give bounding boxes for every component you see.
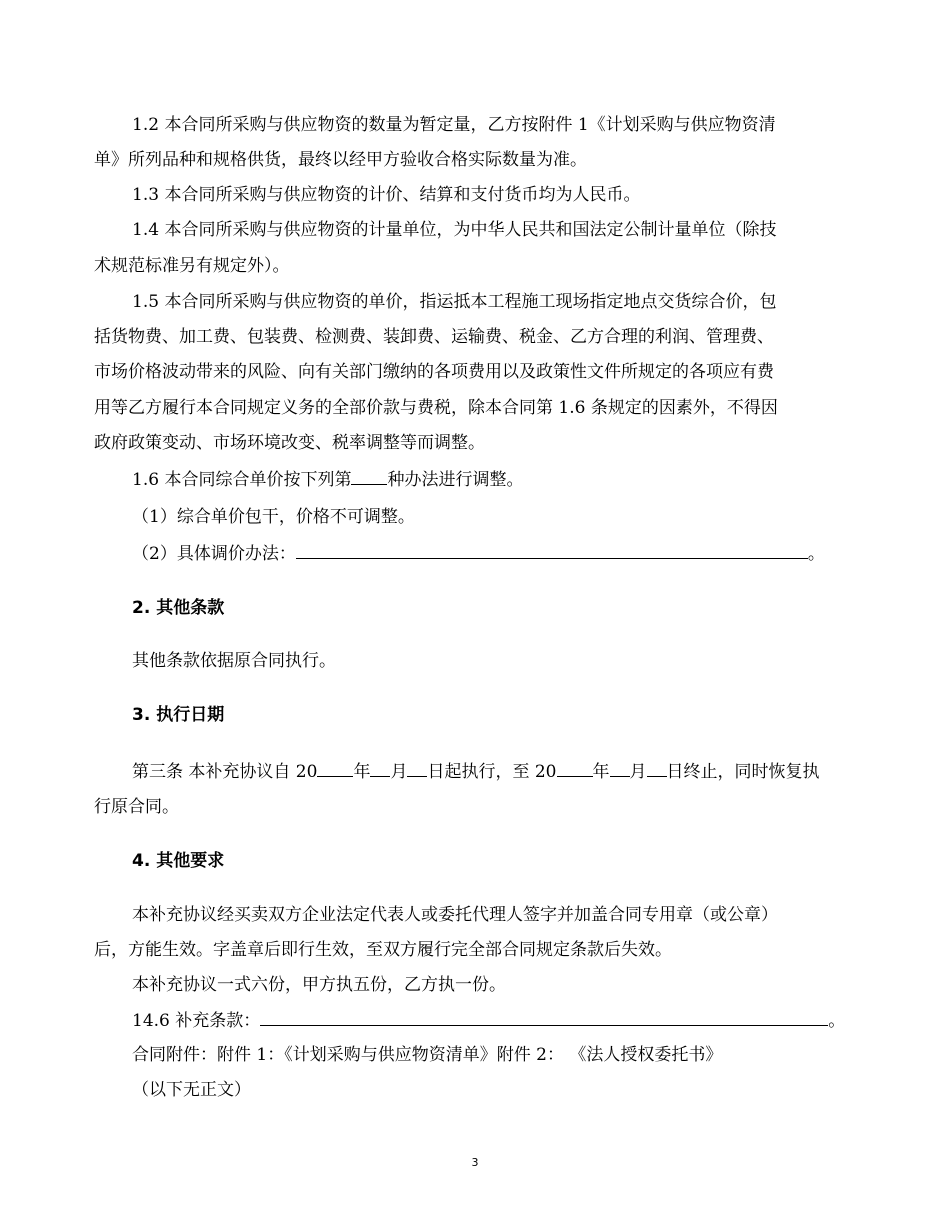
copies-clause: 本补充协议一式六份，甲方执五份，乙方执一份。: [132, 975, 506, 995]
method-number-blank[interactable]: [351, 467, 387, 485]
clause-1-5-line4: 用等乙方履行本合同规定义务的全部价款与费税，除本合同第 1.6 条规定的因素外，不得因: [94, 398, 778, 418]
effective-date-line1: [132, 759, 820, 784]
validity-line2: 后，方能生效。字盖章后即行生效，至双方履行完全部合同规定条款后失效。: [94, 940, 672, 960]
page-number: 3: [471, 1156, 479, 1169]
option-2: [132, 541, 825, 566]
end-month-blank[interactable]: [610, 759, 630, 777]
section-3-heading: 3. 执行日期: [132, 705, 225, 725]
supplementary-clause: [132, 1008, 845, 1033]
start-month-blank[interactable]: [370, 759, 390, 777]
validity-line1: 本补充协议经买卖双方企业法定代表人或委托代理人签字并加盖合同专用章（或公章）: [132, 905, 778, 925]
option-2-label: （2）具体调价办法：: [132, 544, 296, 564]
supplementary-clause-blank[interactable]: [260, 1008, 828, 1026]
supplementary-end: 。: [828, 1011, 846, 1031]
attachments-line: 合同附件：附件 1：《计划采购与供应物资清单》附件 2： 《法人授权委托书》: [132, 1045, 723, 1065]
start-day-blank[interactable]: [407, 759, 427, 777]
date-text-2: 年: [353, 762, 371, 782]
no-further-text: （以下无正文）: [132, 1080, 251, 1100]
supplementary-label: 14.6 补充条款：: [132, 1011, 261, 1031]
clause-1-3: 1.3 本合同所采购与供应物资的计价、结算和支付货币均为人民币。: [132, 185, 641, 205]
section-2-heading: 2. 其他条款: [132, 598, 225, 618]
clause-1-2-line2: 单》所列品种和规格供货，最终以经甲方验收合格实际数量为准。: [94, 150, 587, 170]
date-text-1: 第三条 本补充协议自 20: [132, 762, 318, 782]
start-year-blank[interactable]: [317, 759, 353, 777]
date-text-6: 月: [629, 762, 647, 782]
end-day-blank[interactable]: [647, 759, 667, 777]
clause-1-5-line5: 政府政策变动、市场环境改变、税率调整等而调整。: [94, 433, 485, 453]
date-text-4: 日起执行，至 20: [427, 762, 557, 782]
clause-1-6-prefix: 1.6 本合同综合单价按下列第: [132, 470, 352, 490]
clause-1-4-line1: 1.4 本合同所采购与供应物资的计量单位，为中华人民共和国法定公制计量单位（除技: [132, 220, 777, 240]
clause-1-6-suffix: 种办法进行调整。: [387, 470, 524, 490]
clause-1-4-line2: 术规范标准另有规定外）。: [94, 256, 290, 276]
date-text-7: 日终止，同时恢复执: [666, 762, 820, 782]
option-1: （1）综合单价包干，价格不可调整。: [132, 507, 415, 527]
clause-1-5-line2: 括货物费、加工费、包装费、检测费、装卸费、运输费、税金、乙方合理的利润、管理费、: [94, 327, 774, 347]
date-text-5: 年: [592, 762, 610, 782]
section-4-heading: 4. 其他要求: [132, 851, 225, 871]
clause-1-6: [132, 467, 523, 492]
date-text-3: 月: [390, 762, 408, 782]
section-2-body: 其他条款依据原合同执行。: [132, 651, 336, 671]
clause-1-2-line1: 1.2 本合同所采购与供应物资的数量为暂定量，乙方按附件 1《计划采购与供应物资清: [132, 115, 776, 135]
price-adjustment-blank[interactable]: [296, 541, 808, 559]
option-2-end: 。: [807, 544, 825, 564]
clause-1-5-line1: 1.5 本合同所采购与供应物资的单价，指运抵本工程施工现场指定地点交货综合价，包: [132, 292, 777, 312]
clause-1-5-line3: 市场价格波动带来的风险、向有关部门缴纳的各项费用以及政策性文件所规定的各项应有费: [94, 362, 774, 382]
end-year-blank[interactable]: [557, 759, 593, 777]
effective-date-line2: 行原合同。: [94, 797, 179, 817]
